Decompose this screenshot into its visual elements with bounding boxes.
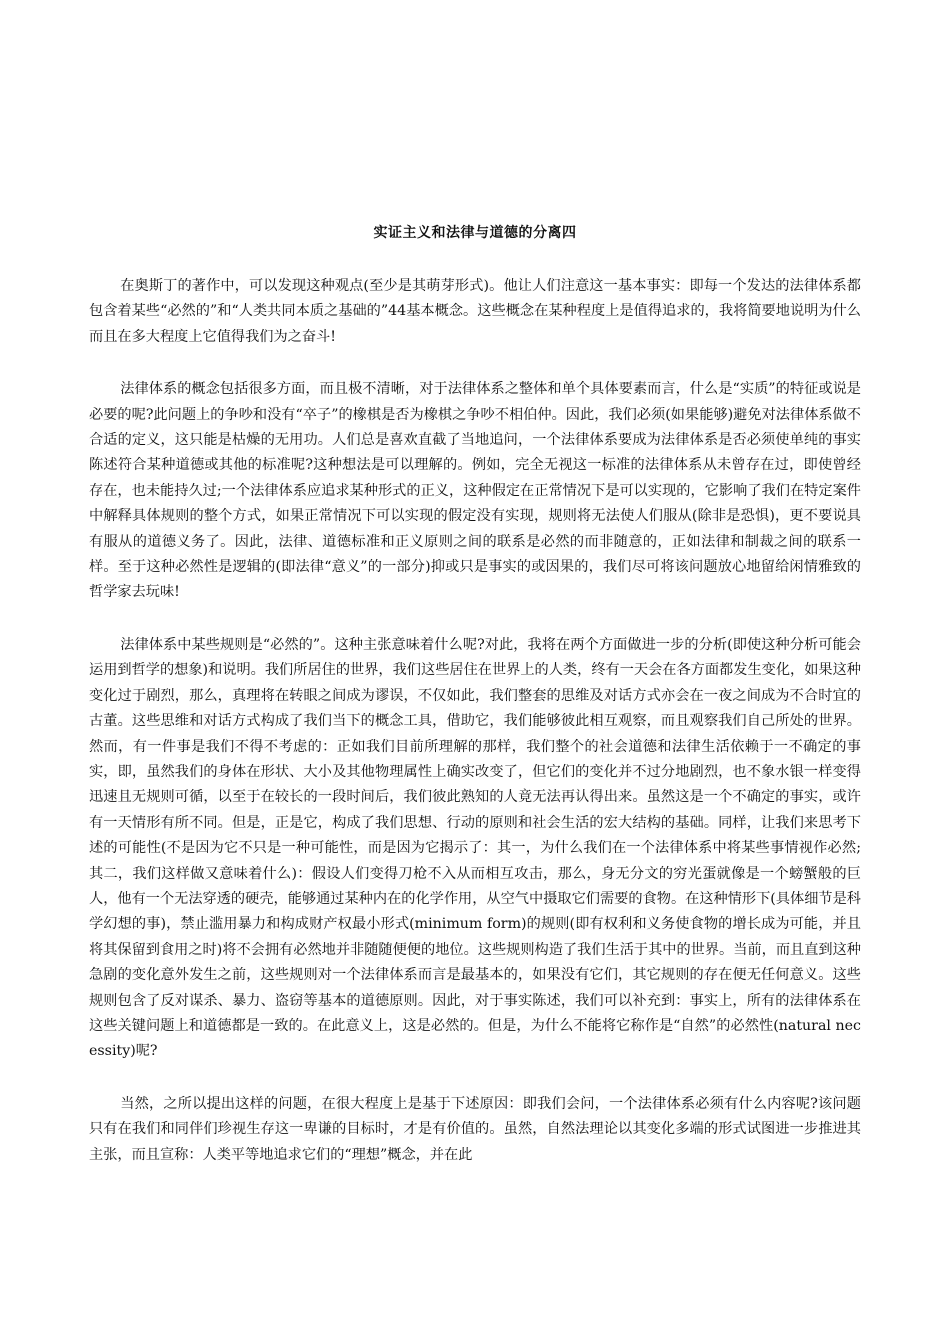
document-title: 实证主义和法律与道德的分离四 (373, 225, 577, 241)
paragraph-3: 法律体系中某些规则是“必然的”。这种主张意味着什么呢?对此，我将在两个方面做进一步的分析(即使这种分析可能会运用到哲学的想象)和说明。我们所居住的世界，我们这些居住在世界上的人类，终有一天会在各方面都发生变化，如果这种变化过于剧烈，那么，真理将在转眼之间成为谬误，不仅如此，我们整套的思维及对话方式亦会在一夜之间成为不合时宜的古董。这些思维和对话方式构成了我们当下的概念工具，借助它，我们能够彼此相互观察，而且观察我们自己所处的世界。然而，有一件事是我们不得不考虑的：正如我们目前所理解的那样，我们整个的社会道德和法律生活依赖于一不确定的事实，即，虽然我们的身体在形状、大小及其他物理属性上确实改变了，但它们的变化并不过分地剧烈，也不象水银一样变得迅速且无规则可循，以至于在较长的一段时间后，我们彼此熟知的人竟无法再认得出来。虽然这是一个不确定的事实，或许有一天情形有所不同。但是，正是它，构成了我们思想、行动的原则和社会生活的宏大结构的基础。同样，让我们来思考下述的可能性(不是因为它不只是一种可能性，而是因为它揭示了：其一，为什么我们在一个法律体系中将某些事情视作必然;其二，我们这样做又意味着什么)：假设人们变得刀枪不入从而相互攻击，那么，身无分文的穷光蛋就像是一个螃蟹般的巨人，他有一个无法穿透的硬壳，能够通过某种内在的化学作用，从空气中摄取它们需要的食物。在这种情形下(具体细节是科学幻想的事)，禁止滥用暴力和构成财产权最小形式(minimum form)的规则(即有权利和义务使食物的增长成为可能，并且将其保留到食用之时)将不会拥有必然地并非随随便便的地位。这些规则构造了我们生活于其中的世界。当前，而且直到这种急剧的变化意外发生之前，这些规则对一个法律体系而言是最基本的，如果没有它们，其它规则的存在便无任何意义。这些规则包含了反对谋杀、暴力、盗窃等基本的道德原则。因此，对于事实陈述，我们可以补充到：事实上，所有的法律体系在这些关键问题上和道德都是一致的。在此意义上，这是必然的。但是，为什么不能将它称作是“自然”的必然性(natural necessity)呢? (89, 636, 861, 1060)
paragraph-2: 法律体系的概念包括很多方面，而且极不清晰，对于法律体系之整体和单个具体要素而言，什么是“实质”的特征或说是必要的呢?此问题上的争吵和没有“卒子”的橡棋是否为橡棋之争吵不相伯仲。因此，我们必须(如果能够)避免对法律体系做不合适的定义，这只能是枯燥的无用功。人们总是喜欢直截了当地追问，一个法律体系要成为法律体系是否必须使单纯的事实陈述符合某种道德或其他的标准呢?这种想法是可以理解的。例如，完全无视这一标准的法律体系从未曾存在过，即使曾经存在，也未能持久过;一个法律体系应追求某种形式的正义，这种假定在正常情况下是可以实现的，它影响了我们在特定案件中解释具体规则的整个方式，如果正常情况下可以实现的假定没有实现，规则将无法使人们服从(除非是恐惧)，更不要说具有服从的道德义务了。因此，法律、道德标准和正义原则之间的联系是必然的而非随意的，正如法律和制裁之间的联系一样。至于这种必然性是逻辑的(即法律“意义”的一部分)抑或只是事实的或因果的，我们尽可将该问题放心地留给闲情雅致的哲学家去玩味! (89, 381, 861, 601)
document-body (89, 221, 861, 1195)
paragraph-4: 当然，之所以提出这样的问题，在很大程度上是基于下述原因：即我们会问，一个法律体系必须有什么内容呢?该问题只有在我们和同伴们珍视生存这一卑谦的目标时，才是有价值的。虽然，自然法理论以其变化多端的形式试图进一步推进其主张，而且宣称：人类平等地追求它们的“理想”概念，并在此 (89, 1095, 861, 1163)
paragraph-1: 在奥斯丁的著作中，可以发现这种观点(至少是其萌芽形式)。他让人们注意这一基本事实：即每一个发达的法律体系都包含着某些“必然的”和“人类共同本质之基础的”44基本概念。这些概念在某种程度上是值得追求的，我将简要地说明为什么而且在多大程度上它值得我们为之奋斗! (89, 278, 861, 345)
